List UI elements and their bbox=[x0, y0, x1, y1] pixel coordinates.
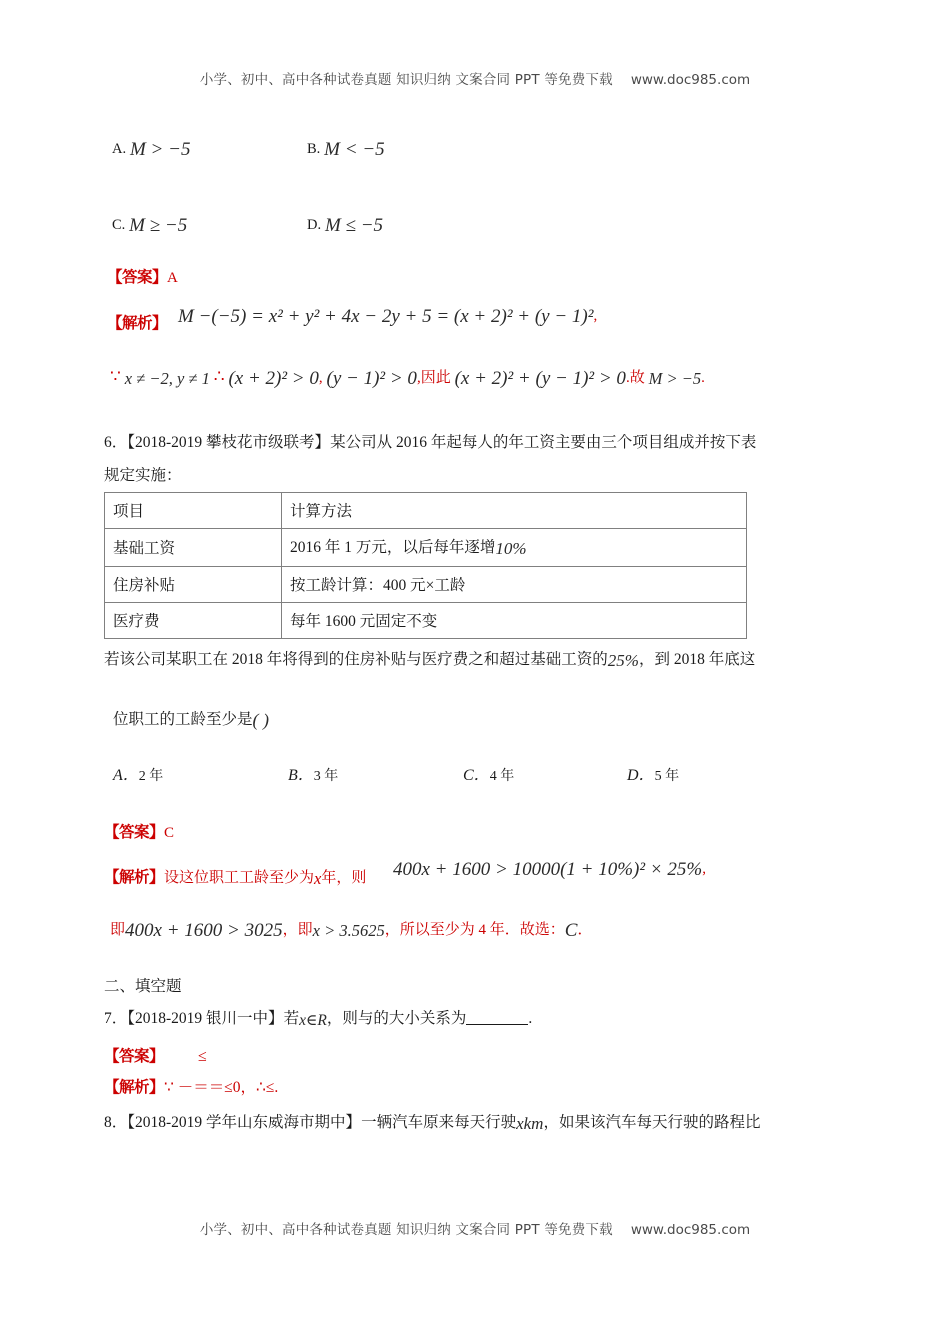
q6-answer-value: C bbox=[164, 825, 175, 841]
q6-analysis-comma: , bbox=[702, 861, 706, 877]
q5-analysis-ineq2: (y − 1)² > 0 bbox=[326, 368, 417, 389]
q7-answer-tag: 【答案】 bbox=[104, 1048, 165, 1065]
table-row bbox=[105, 603, 747, 639]
q5-option-d-label: D. bbox=[307, 217, 322, 233]
q7-analysis-line bbox=[104, 1078, 278, 1099]
q5-analysis-period1: . bbox=[625, 370, 630, 386]
header-watermark bbox=[0, 68, 950, 88]
q6-answer-paren: ( ) bbox=[252, 710, 270, 730]
q7-stem-text3: . bbox=[528, 1010, 533, 1027]
q7-stem-math: x∈R bbox=[299, 1012, 327, 1029]
q5-analysis-comma2: , bbox=[416, 370, 421, 386]
q6-option-a bbox=[113, 765, 163, 787]
q6-answer-tag: 【答案】 bbox=[104, 824, 165, 841]
q5-option-b-label: B. bbox=[307, 141, 321, 157]
q5-option-c-text: M ≥ −5 bbox=[129, 215, 188, 236]
salary-table bbox=[104, 492, 747, 639]
q6-stem-text2: 规定实施： bbox=[104, 467, 182, 484]
q5-option-a bbox=[112, 137, 190, 163]
q8-stem-math: xkm bbox=[516, 1114, 544, 1133]
q6-answer-line bbox=[104, 823, 174, 844]
q5-analysis-ineq1: (x + 2)² > 0 bbox=[228, 368, 319, 389]
q5-analysis-line2 bbox=[110, 366, 705, 392]
q6-option-c bbox=[463, 765, 514, 787]
q6-analysis-ineq3: x > 3.5625 bbox=[312, 921, 385, 940]
q6-option-d-text: 5 年 bbox=[654, 769, 680, 784]
q8-stem-text2: ，如果该汽车每天行驶的路程比 bbox=[543, 1114, 761, 1131]
q6-analysis-choice: C bbox=[564, 920, 578, 941]
q5-option-a-text: M > −5 bbox=[129, 139, 191, 160]
q5-analysis-line1-math: M −(−5) = x² + y² + 4x − 2y + 5 = (x + 2)² + (y − 1)² bbox=[178, 306, 594, 327]
q5-analysis-cond1: x ≠ −2, y ≠ 1 bbox=[124, 369, 210, 388]
q6-analysis-line1 bbox=[104, 868, 366, 890]
q6-analysis-comma3: ， bbox=[282, 922, 298, 938]
table-row bbox=[105, 493, 747, 529]
table-cell-base-salary-name: 基础工资 bbox=[105, 529, 282, 567]
q5-analysis-comma1: , bbox=[318, 370, 323, 386]
q8-number: 8． bbox=[104, 1114, 128, 1131]
q6-option-b-label: B． bbox=[288, 767, 314, 784]
q6-analysis-inequality: 400x + 1600 > 10000(1 + 10%)² × 25% bbox=[393, 859, 703, 880]
q5-answer-line bbox=[107, 268, 178, 289]
q6-after-text1: 若该公司某职工在 2018 年将得到的住房补贴与医疗费之和超过基础工资的 bbox=[104, 651, 608, 668]
footer-watermark bbox=[0, 1218, 950, 1238]
q5-because-symbol-icon: ∵ bbox=[110, 367, 121, 386]
table-header-item: 项目 bbox=[105, 493, 282, 529]
table-cell-medical-name: 医疗费 bbox=[105, 603, 282, 639]
q7-answer-value: ≤ bbox=[198, 1048, 207, 1065]
q6-analysis-text4: 即 bbox=[297, 922, 313, 938]
q6-analysis-text2: 年，则 bbox=[321, 870, 367, 886]
q7-stem bbox=[104, 1009, 532, 1032]
q5-analysis-conclusion: M > −5 bbox=[648, 369, 702, 388]
q6-after-percent: 25% bbox=[607, 651, 639, 670]
q6-source: 【2018-2019 攀枝花市级联考】 bbox=[127, 434, 331, 451]
q5-option-d-text: M ≤ −5 bbox=[324, 215, 384, 236]
q7-answer-line bbox=[104, 1046, 207, 1068]
q7-stem-text1: 若 bbox=[283, 1010, 300, 1027]
section2-heading: 二、填空题 bbox=[104, 978, 182, 995]
q6-option-d-label: D． bbox=[627, 767, 655, 784]
q5-answer-tag: 【答案】 bbox=[107, 269, 168, 286]
q6-stem-line1 bbox=[104, 433, 756, 454]
q6-stem-text1: 某公司从 2016 年起每人的年工资主要由三个项目组成并按下表 bbox=[330, 434, 757, 451]
q5-analysis-text-hence: 故 bbox=[629, 370, 645, 386]
table-cell-medical-method: 每年 1600 元固定不变 bbox=[282, 603, 747, 639]
q6-after-table-line2 bbox=[113, 708, 269, 732]
table-row bbox=[105, 567, 747, 603]
q6-option-d bbox=[627, 765, 679, 787]
q5-option-a-label: A. bbox=[112, 141, 127, 157]
q6-analysis-line2 bbox=[110, 918, 592, 944]
q5-analysis-tag: 【解析】 bbox=[107, 315, 168, 332]
header-watermark-text: 小学、初中、高中各种试卷真题 知识归纳 文案合同 PPT 等免费下载 bbox=[199, 72, 613, 88]
q6-analysis-ineq2: 400x + 1600 > 3025 bbox=[125, 920, 283, 941]
q7-analysis-text: ∵ －＝＝≤0，∴≤. bbox=[164, 1079, 279, 1096]
q5-option-b-text: M < −5 bbox=[324, 139, 385, 160]
header-watermark-url: www.doc985.com bbox=[630, 72, 751, 88]
q6-analysis-var-x: x bbox=[314, 869, 322, 888]
q5-option-c-label: C. bbox=[112, 217, 126, 233]
q6-number: 6． bbox=[104, 434, 128, 451]
q6-analysis-text3: 即 bbox=[110, 922, 126, 938]
q5-therefore-symbol-icon: ∴ bbox=[213, 367, 225, 386]
table-cell-housing-name: 住房补贴 bbox=[105, 567, 282, 603]
q6-analysis-comma4: ， bbox=[384, 922, 400, 938]
q7-fill-blank[interactable] bbox=[466, 1010, 528, 1025]
q5-answer-value: A bbox=[167, 270, 178, 286]
q5-analysis-ineq3: (x + 2)² + (y − 1)² > 0 bbox=[454, 368, 626, 389]
q8-stem-text1: 一辆汽车原来每天行驶 bbox=[361, 1114, 517, 1131]
q5-analysis-text-therefore: 因此 bbox=[420, 370, 451, 386]
q7-analysis-tag: 【解析】 bbox=[104, 1079, 165, 1096]
q6-stem-line2 bbox=[104, 466, 182, 487]
q5-option-d bbox=[307, 213, 383, 239]
q5-option-b bbox=[307, 137, 385, 163]
q6-after-table-line1 bbox=[104, 650, 755, 673]
q6-option-b-text: 3 年 bbox=[313, 769, 339, 784]
q8-source: 【2018-2019 学年山东威海市期中】 bbox=[127, 1114, 362, 1131]
footer-watermark-url: www.doc985.com bbox=[630, 1222, 751, 1238]
q7-number: 7． bbox=[104, 1010, 128, 1027]
q6-option-a-text: 2 年 bbox=[138, 769, 164, 784]
footer-watermark-text: 小学、初中、高中各种试卷真题 知识归纳 文案合同 PPT 等免费下载 bbox=[199, 1222, 613, 1238]
table-row bbox=[105, 529, 747, 567]
table-header-method: 计算方法 bbox=[282, 493, 747, 529]
base-salary-percent: 10% bbox=[495, 539, 527, 558]
q6-option-a-label: A． bbox=[113, 767, 139, 784]
q6-analysis-text1: 设这位职工工龄至少为 bbox=[164, 870, 315, 886]
q5-analysis-line1-comma: , bbox=[593, 308, 598, 324]
table-cell-base-salary-method bbox=[282, 529, 747, 567]
q6-after-text3: 位职工的工龄至少是 bbox=[113, 711, 253, 728]
q7-stem-text2: ，则与的大小关系为 bbox=[326, 1010, 467, 1027]
base-salary-text: 2016 年 1 万元，以后每年逐增 bbox=[290, 539, 496, 556]
q6-option-b bbox=[288, 765, 338, 787]
q6-analysis-period: ． bbox=[577, 922, 593, 938]
q7-source: 【2018-2019 银川一中】 bbox=[127, 1010, 284, 1027]
q8-stem bbox=[104, 1113, 760, 1136]
q5-option-c bbox=[112, 213, 187, 239]
table-cell-housing-method: 按工龄计算：400 元×工龄 bbox=[282, 567, 747, 603]
q5-analysis-line1 bbox=[178, 304, 597, 330]
q6-analysis-formula1 bbox=[393, 857, 706, 883]
q6-option-c-label: C． bbox=[463, 767, 490, 784]
q5-analysis-period2: . bbox=[701, 370, 705, 386]
q6-analysis-tag: 【解析】 bbox=[104, 869, 165, 886]
q6-analysis-text5: 所以至少为 4 年．故选： bbox=[399, 922, 565, 938]
q5-analysis-tag-wrap bbox=[107, 314, 167, 335]
q6-after-text2: ，到 2018 年底这 bbox=[638, 651, 756, 668]
q6-option-c-text: 4 年 bbox=[489, 769, 515, 784]
